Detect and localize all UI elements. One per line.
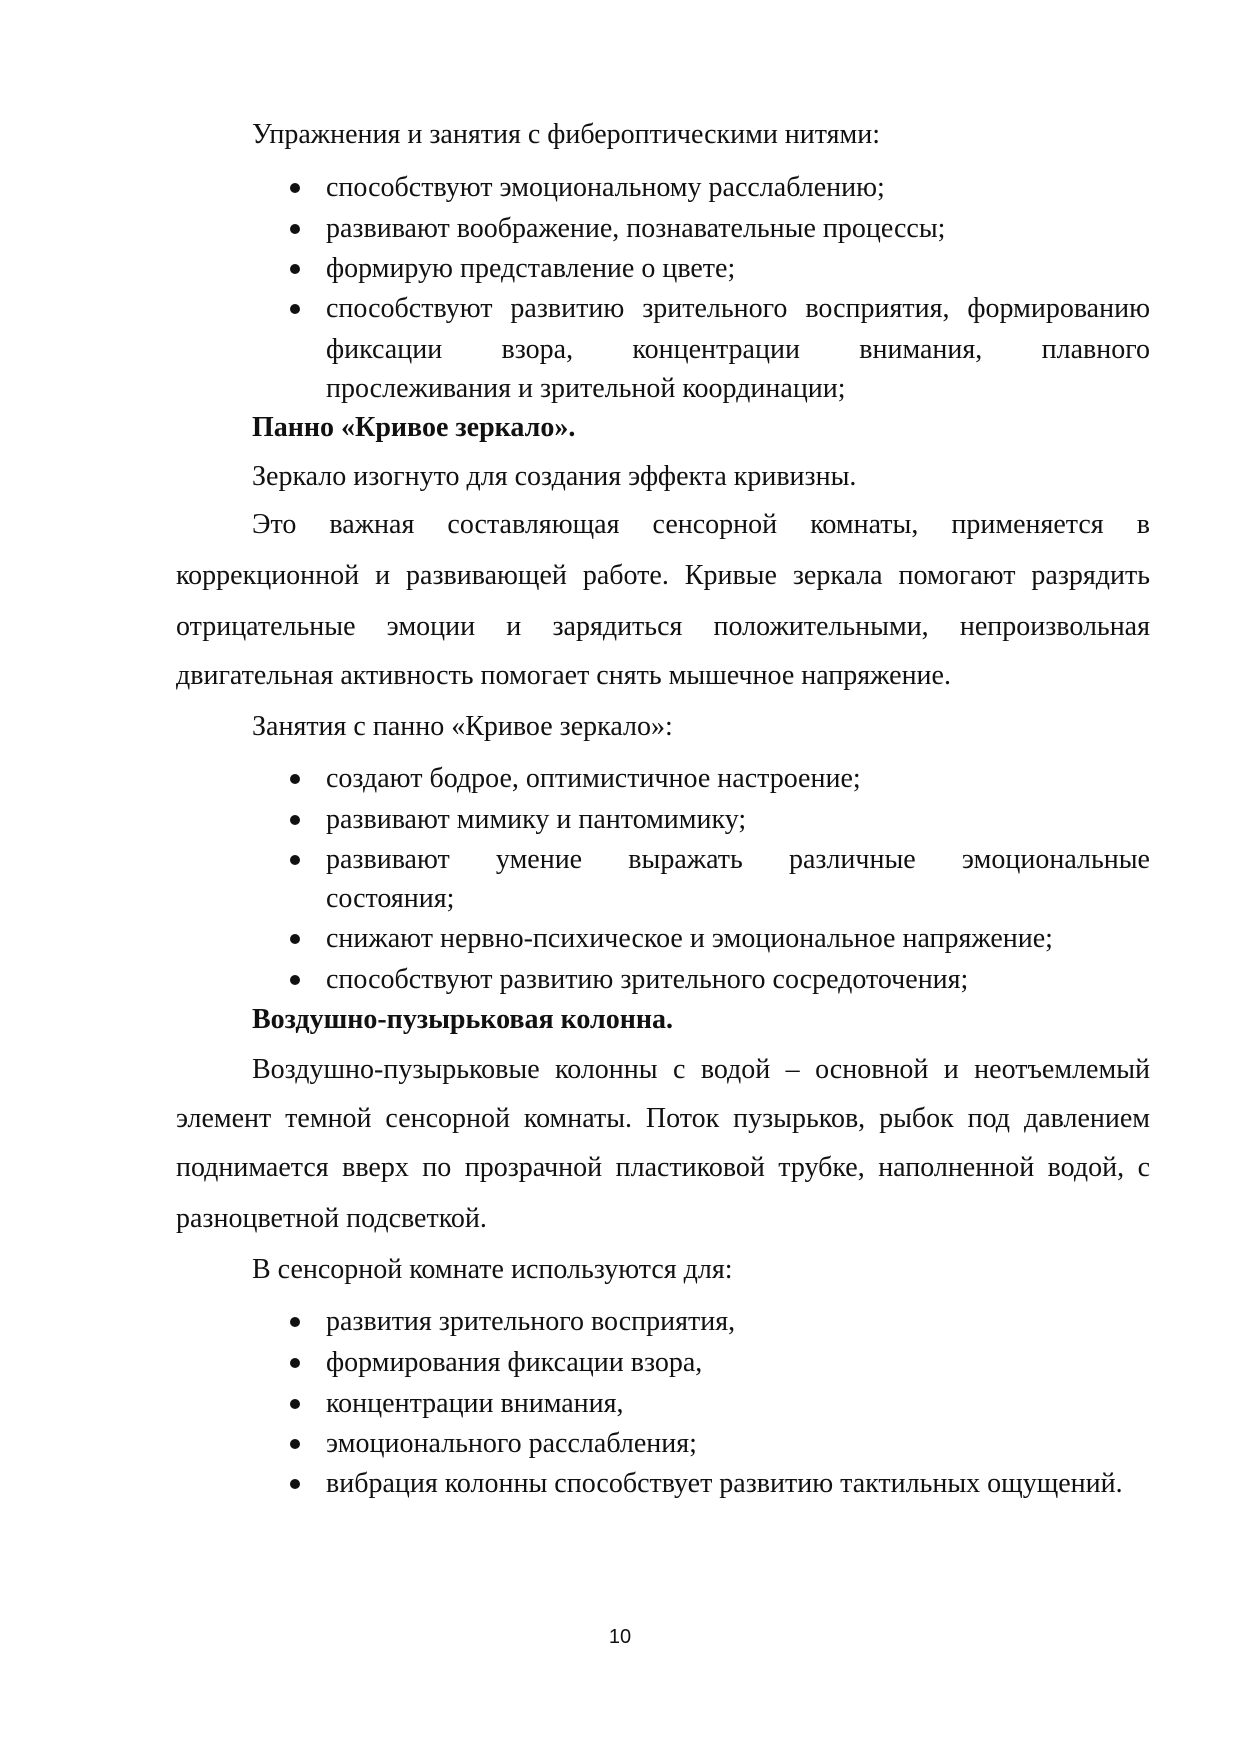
bullet-icon	[290, 224, 300, 234]
bullet-icon	[290, 1479, 300, 1489]
list-item: развивают воображение, познавательные процессы;	[326, 213, 946, 244]
bullet-icon	[290, 1399, 300, 1409]
list-item: развития зрительного восприятия,	[326, 1306, 736, 1337]
paragraph-line: Воздушно-пузырьковые колонны с водой – основной и неотъемлемый	[252, 1054, 1150, 1085]
list-item-continuation: состояния;	[326, 883, 455, 914]
bullet-icon	[290, 855, 300, 865]
bullet-icon	[290, 934, 300, 944]
bullet-icon	[290, 1317, 300, 1327]
list-item: развивают мимику и пантомимику;	[326, 804, 747, 835]
bullet-icon	[290, 815, 300, 825]
bullet-icon	[290, 1439, 300, 1449]
list-item: формирую представление о цвете;	[326, 253, 736, 284]
list-item: снижают нервно-психическое и эмоциональное напряжение;	[326, 923, 1053, 954]
page-number: 10	[608, 1626, 632, 1648]
paragraph-line: отрицательные эмоции и зарядиться положительными, непроизвольная	[176, 611, 1150, 642]
list-item: вибрация колонны способствует развитию тактильных ощущений.	[326, 1468, 1123, 1499]
list-item: создают бодрое, оптимистичное настроение;	[326, 763, 861, 794]
paragraph-line: элемент темной сенсорной комнаты. Поток пузырьков, рыбок под давлением	[176, 1103, 1150, 1134]
paragraph-line: поднимается вверх по прозрачной пластиковой трубке, наполненной водой, с	[176, 1152, 1150, 1183]
paragraph-line: Это важная составляющая сенсорной комнаты, применяется в	[252, 509, 1150, 540]
list-item: эмоционального расслабления;	[326, 1428, 697, 1459]
list-item: способствуют эмоциональному расслаблению;	[326, 172, 885, 203]
list-item-continuation: фиксации взора, концентрации внимания, плавного	[326, 334, 1150, 365]
list-item-continuation: прослеживания и зрительной координации;	[326, 373, 846, 404]
bullet-icon	[290, 1358, 300, 1368]
list-item: способствуют развитию зрительного восприятия, формированию	[326, 293, 1150, 324]
list-item: способствуют развитию зрительного сосредоточения;	[326, 964, 969, 995]
bullet-icon	[290, 304, 300, 314]
bullet-icon	[290, 774, 300, 784]
section-heading: Панно «Кривое зеркало».	[252, 412, 576, 443]
list-item: формирования фиксации взора,	[326, 1347, 703, 1378]
section-heading: Воздушно-пузырьковая колонна.	[252, 1004, 674, 1035]
list-item: развивают умение выражать различные эмоциональные	[326, 844, 1150, 875]
paragraph-intro: Упражнения и занятия с фибероптическими нитями:	[252, 119, 881, 150]
paragraph-line: разноцветной подсветкой.	[176, 1203, 487, 1234]
paragraph-line: двигательная активность помогает снять мышечное напряжение.	[176, 660, 951, 691]
list-item: концентрации внимания,	[326, 1388, 624, 1419]
paragraph-intro: В сенсорной комнате используются для:	[252, 1254, 733, 1285]
bullet-icon	[290, 264, 300, 274]
paragraph: Зеркало изогнуто для создания эффекта кривизны.	[252, 461, 857, 492]
paragraph-line: коррекционной и развивающей работе. Кривые зеркала помогают разрядить	[176, 560, 1150, 591]
bullet-icon	[290, 975, 300, 985]
paragraph-intro: Занятия с панно «Кривое зеркало»:	[252, 711, 673, 742]
bullet-icon	[290, 183, 300, 193]
